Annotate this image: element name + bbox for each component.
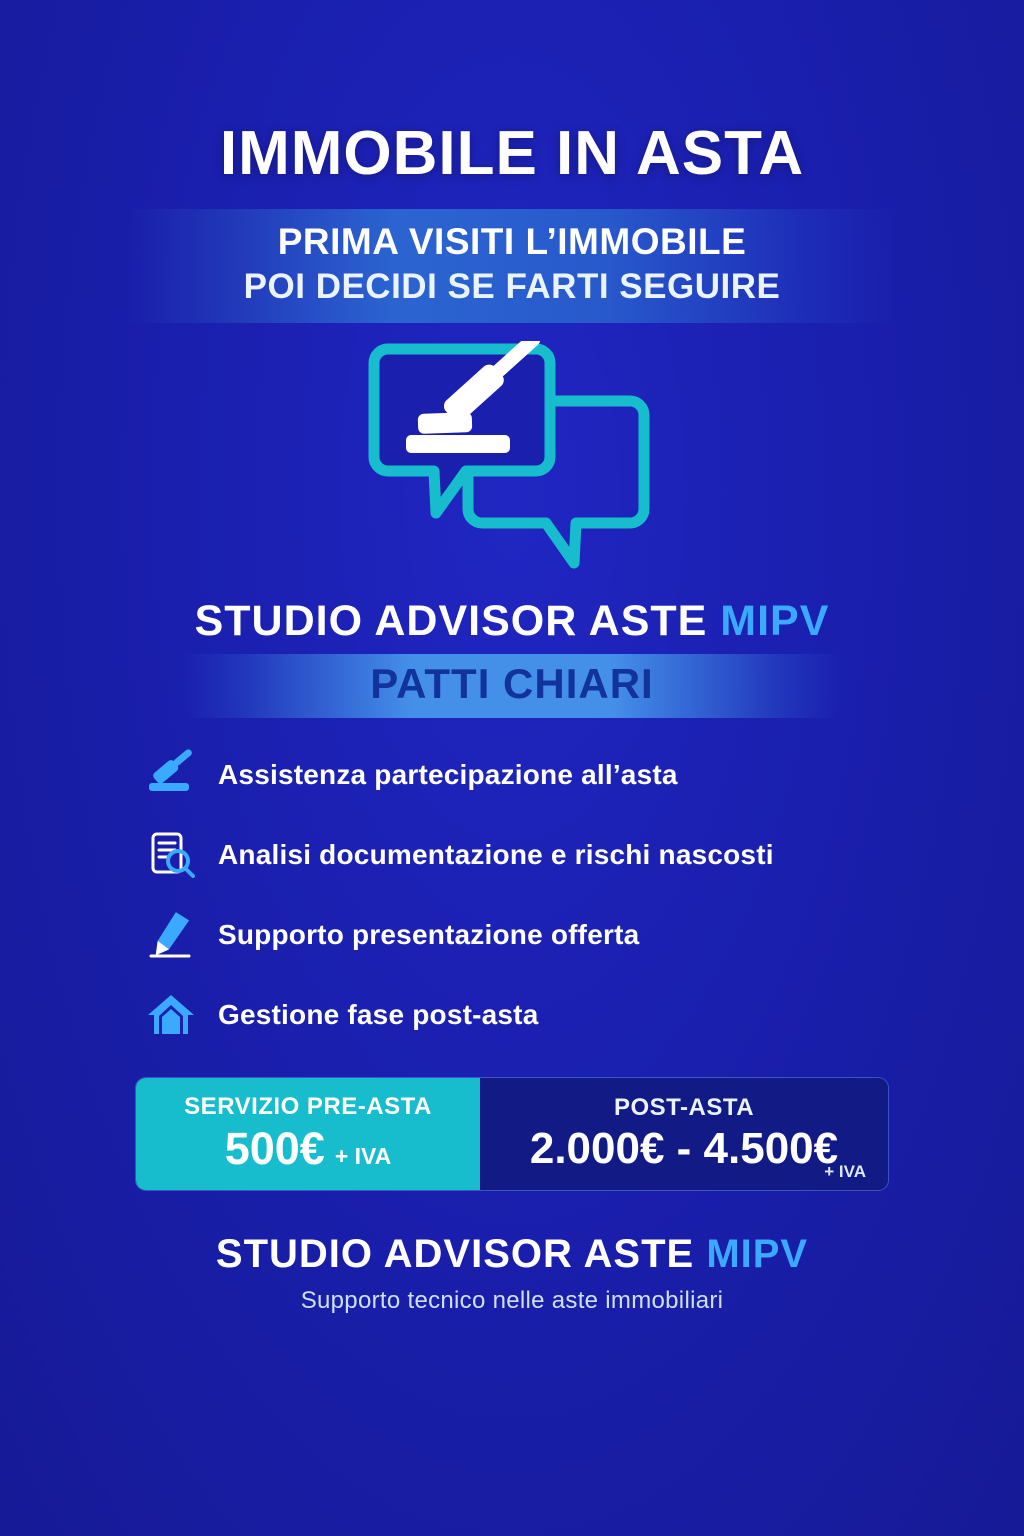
price-card-pre-asta <box>136 1078 480 1190</box>
price-iva-pre-asta: + IVA <box>334 1143 392 1170</box>
house-icon <box>142 986 200 1044</box>
patti-chiari-label: PATTI CHIARI <box>370 660 654 708</box>
page-title: IMMOBILE IN ASTA <box>219 119 805 188</box>
pen-signature-icon <box>142 906 200 964</box>
subtitle-line-2: POI DECIDI SE FARTI SEGUIRE <box>243 267 781 307</box>
list-item-label: Supporto presentazione offerta <box>218 919 640 951</box>
price-iva-post-asta: + IVA <box>824 1162 866 1182</box>
pricing-box <box>136 1078 888 1190</box>
patti-chiari-banner <box>182 654 842 718</box>
footer-brand-main: STUDIO ADVISOR ASTE <box>215 1232 695 1277</box>
subtitle-line-1: PRIMA VISITI L’IMMOBILE <box>277 221 747 263</box>
logo <box>352 339 672 589</box>
list-item <box>142 826 892 884</box>
brand-title <box>195 597 830 646</box>
list-item-label: Assistenza partecipazione all’asta <box>218 759 678 791</box>
footer-brand <box>216 1232 808 1277</box>
features-list <box>132 746 892 1044</box>
list-item <box>142 986 892 1044</box>
footer-tagline: Supporto tecnico nelle aste immobiliari <box>300 1287 724 1315</box>
list-item <box>142 906 892 964</box>
price-label-post-asta: POST-ASTA <box>613 1094 755 1122</box>
price-value-post-asta: 2.000€ - 4.500€ <box>529 1124 839 1174</box>
speech-bubbles-gavel-icon <box>362 341 662 587</box>
list-item-label: Analisi documentazione e rischi nascosti <box>218 839 774 871</box>
footer-brand-suffix: MIPV <box>706 1232 809 1277</box>
subtitle-banner <box>127 209 897 323</box>
brand-title-main: STUDIO ADVISOR ASTE <box>194 597 708 646</box>
price-value-pre-asta: 500€ <box>224 1123 325 1175</box>
list-item <box>142 746 892 804</box>
gavel-icon <box>142 746 200 804</box>
price-value-pre-asta-wrap <box>225 1123 392 1175</box>
price-label-pre-asta: SERVIZIO PRE-ASTA <box>184 1093 432 1121</box>
list-item-label: Gestione fase post-asta <box>218 999 539 1031</box>
brand-title-suffix: MIPV <box>720 597 830 646</box>
document-search-icon <box>142 826 200 884</box>
price-card-post-asta <box>480 1078 888 1190</box>
